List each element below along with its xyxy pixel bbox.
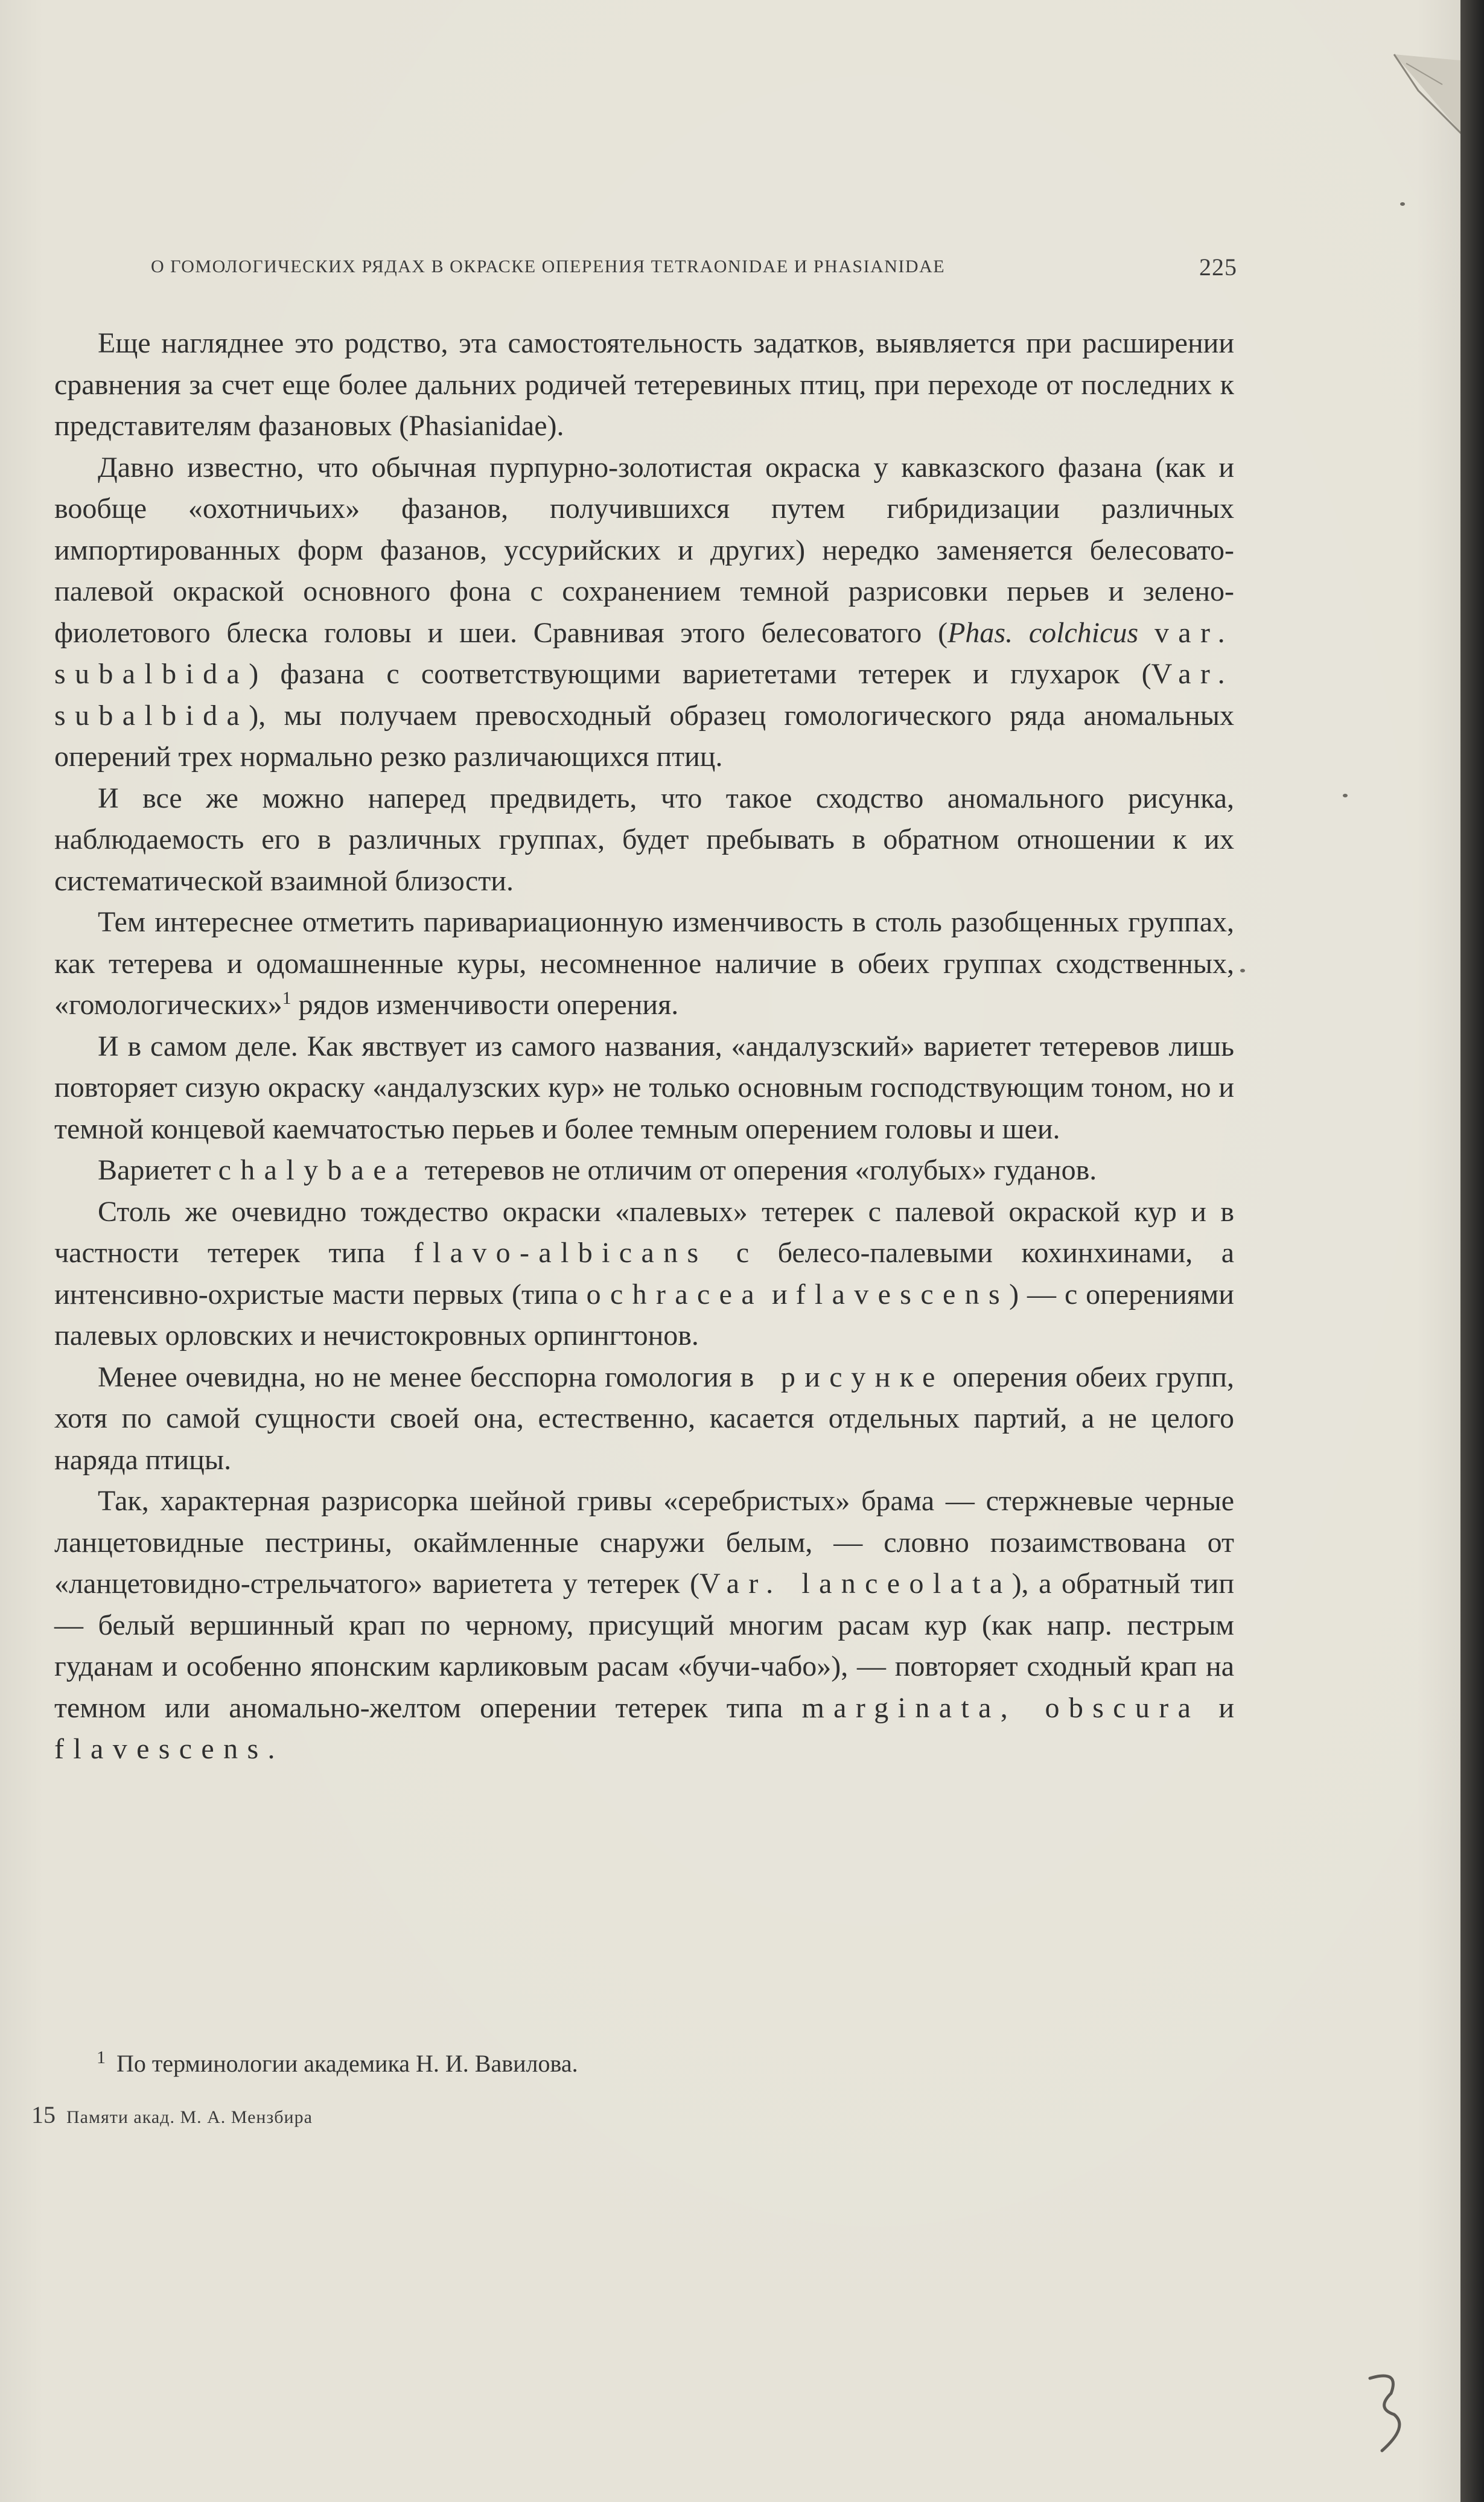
text-run: тетеревов не отличим от оперения «голубых» гуданов. [417,1154,1097,1186]
text-run: с белесо-палевыми кохинхинами, а интенсивно-охристые масти первых (типа [54,1237,1235,1310]
text-run: ), мы получаем превосходный образец гомологического ряда аномальных оперений трех нормально резко различающихся птиц. [54,699,1234,773]
text-run: Еще нагляднее это родство, эта самостоятельность задатков, выявляется при расширении сравнения за счет еще более дальних родичей тетеревиных птиц, при переходе от последних к представителям фазановых (Phasianidae). [54,327,1234,442]
spaced-variety-name: var. subalbida [54,616,1235,690]
body-paragraph [54,1026,1234,1150]
printer-signature [31,2101,313,2129]
footnote-reference: 1 [282,988,291,1008]
body-paragraph [54,323,1234,447]
paper-speck [1343,794,1348,797]
running-header [151,254,1237,293]
spaced-variety-name: flavescens [795,1278,1010,1310]
running-head-title: О ГОМОЛОГИЧЕСКИХ РЯДАХ В ОКРАСКЕ ОПЕРЕНИЯ TETRAONIDAE И PHASIANIDAE [151,257,946,276]
text-run: ) фазана с соответствующими вариететами тетерек и глухарок ( [249,658,1151,690]
body-paragraph [54,778,1234,902]
text-run: . [267,1733,275,1765]
text-run: Так, характерная разрисорка шейной гривы «серебристых» брама — стержневые черные ланцетовидные пестрины, окаймленные снаружи белым, — словно позаимствована от «ланцетовидно-стрельчатого» вариетета у тетерек ( [54,1485,1234,1600]
paper-speck [1400,202,1405,206]
text-run: ), а обратный тип — белый вершинный крап по черному, присущий многим расам кур (как напр. пестрым гуданам и особенно японским карликовым расам «бучи-чабо»), — повторяет сходный крап на темном или аномально-желтом оперении тетерек типа [54,1568,1234,1724]
footnote-text: По терминологии академика Н. И. Вавилова. [116,2050,578,2077]
body-paragraph [54,447,1234,778]
signature-number: 15 [31,2101,56,2128]
italic-species-name: Phas. colchicus [947,616,1139,649]
body-paragraph [54,902,1234,1026]
spaced-variety-name: ochracea [586,1278,764,1310]
text-run: Вариетет [98,1154,218,1186]
footnote [97,2049,1231,2078]
text-run: И все же можно наперед предвидеть, что такое сходство аномального рисунка, наблюдаемость его в различных группах, будет пребывать в обратном отношении к их систематической взаимной близости. [54,782,1234,897]
spaced-variety-name: flavescens [54,1733,268,1765]
torn-corner-fold [1382,48,1473,145]
text-run: Тем интереснее отметить паривариационную изменчивость в столь разобщенных группах, как тетерева и одомашненные куры, несомненное наличие в обеих группах сходственных, «гомологических» [54,906,1234,1021]
body-paragraph [54,1481,1234,1770]
body-text [54,323,1234,1770]
body-paragraph [54,1192,1234,1357]
body-paragraph [54,1357,1234,1481]
text-run: ) — с оперениями палевых орловских и нечистокровных орпингтонов. [54,1278,1234,1352]
scan-edge-shadow [1460,0,1484,2502]
text-run: рядов изменчивости оперения. [291,989,679,1021]
text-run: Давно известно, что обычная пурпурно-золотистая окраска у кавказского фазана (как и вообще «охотничьих» фазанов, получившихся путем гибридизации различных импортированных форм фазанов, уссурийских и других) нередко заменяется белесовато-палевой окраской основного фона с сохранением темной разрисовки перьев и зелено-фиолетового блеска головы и шеи. Сравнивая этого белесоватого ( [54,451,1234,649]
text-run: И в самом деле. Как явствует из самого названия, «андалузский» вариетет тетеревов лишь повторяет сизую окраску «андалузских кур» не только основным господствующим тоном, но и темной концевой каемчатостью перьев и более темным оперением головы и шеи. [54,1030,1234,1145]
handwritten-pencil-mark [1358,2366,1412,2457]
text-run: и [1200,1691,1235,1724]
page-number: 225 [1199,254,1237,281]
body-paragraph [54,1150,1234,1192]
text-run: Столь же очевидно тождество окраски «палевых» тетерек с палевой окраской кур и в частности тетерек типа [54,1195,1234,1269]
paper-speck [1240,969,1245,972]
spaced-variety-name: chalybaea [218,1154,418,1186]
signature-text: Памяти акад. М. А. Мензбира [66,2107,313,2127]
text-run: Менее очевидна, но не менее бесспорна гомология [98,1361,740,1393]
text-run: и [763,1278,796,1310]
text-run: оперения обеих групп, хотя по самой сущности своей она, естественно, касается отдельных партий, а не целого наряда птицы. [54,1361,1235,1476]
spaced-variety-name: Var. subalbida [54,658,1234,732]
spaced-variety-name: marginata, obscura [801,1691,1200,1724]
spaced-variety-name: Var. lanceolata [699,1568,1012,1600]
spaced-variety-name: flavo-albicans [413,1237,708,1269]
spaced-variety-name: в рисунке [740,1361,944,1393]
footnote-mark: 1 [97,2047,106,2067]
text-run [1138,617,1154,649]
